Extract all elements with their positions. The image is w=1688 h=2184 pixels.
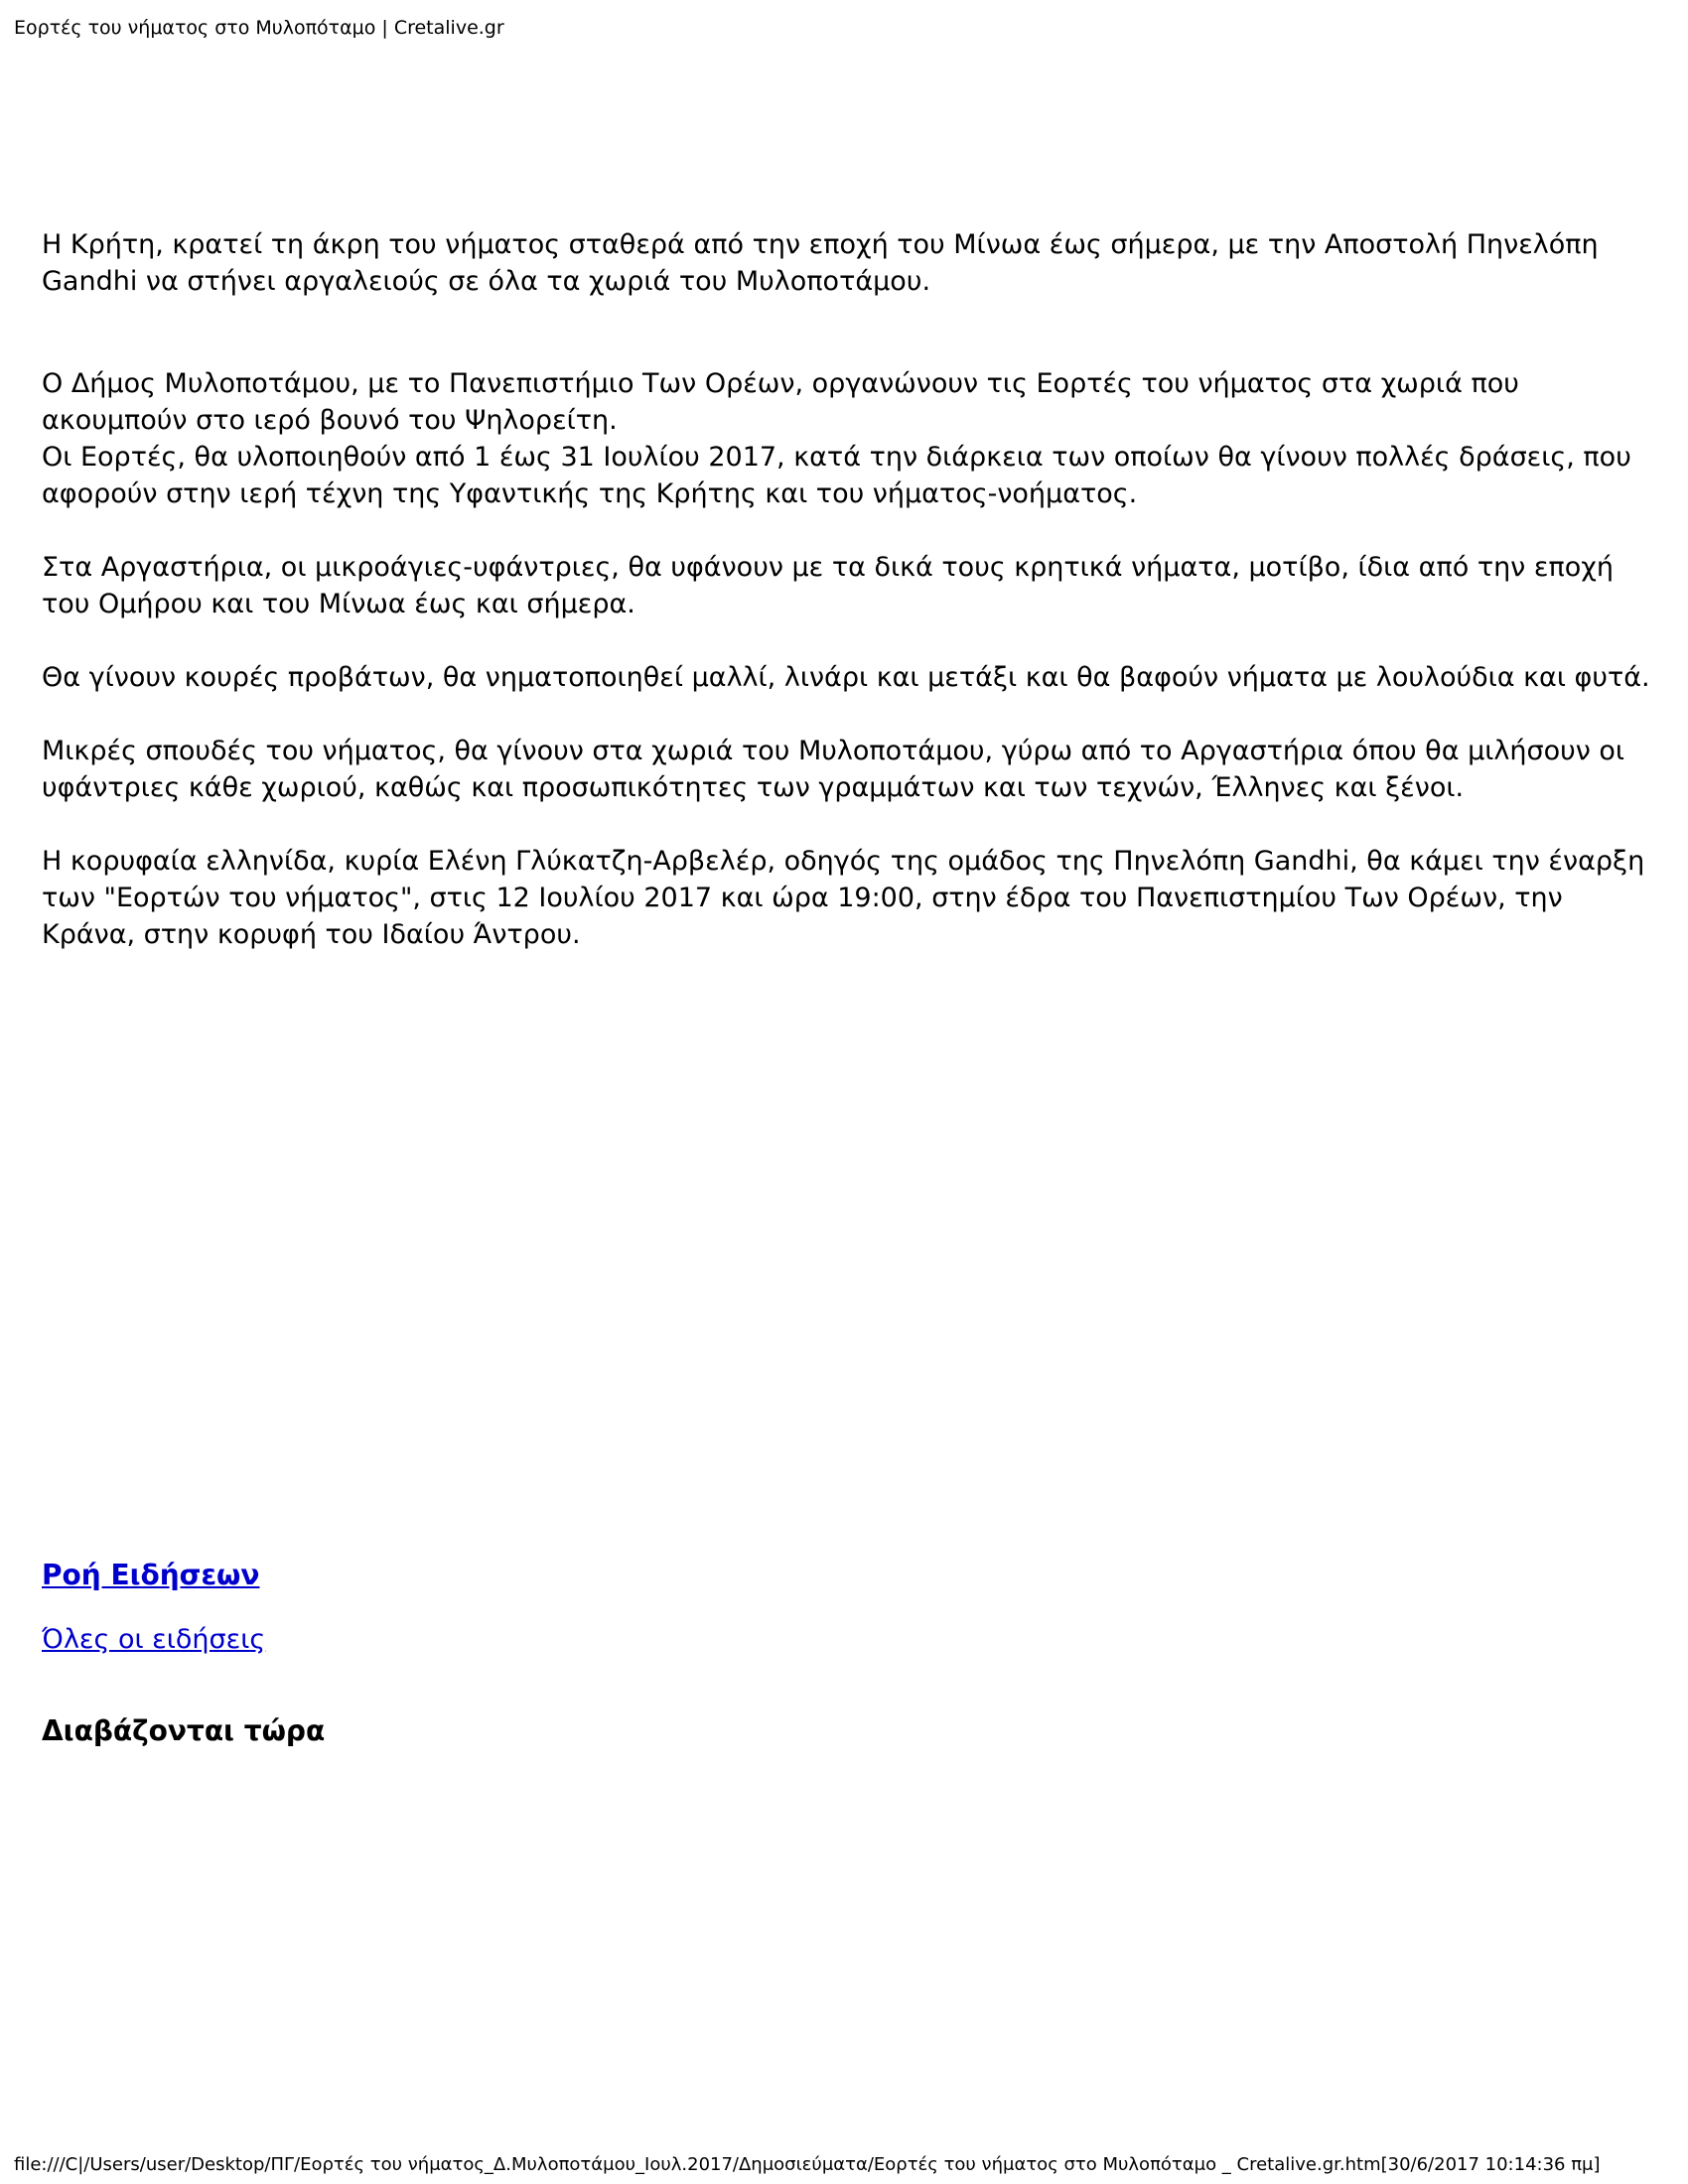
article-paragraph-7: Η κορυφαία ελληνίδα, κυρία Ελένη Γλύκατζη-Αρβελέρ, οδηγός της ομάδος της Πηνελόπη Gandhi, θα κάμει την έναρξη των "Εορτών του νήματος", στις 12 Ιουλίου 2017 και ώρα 19:00, στην έδρα του Πανεπιστημίου Των Ορέων, την Κράνα, στην κορυφή του Ιδαίου Άντρου. (42, 846, 1645, 950)
paragraph-gap (42, 512, 1660, 549)
page-title-header: Εορτές του νήματος στο Μυλοπόταμο | Cretalive.gr (14, 17, 504, 39)
paragraph-gap (42, 622, 1660, 659)
article-paragraph-6: Μικρές σπουδές του νήματος, θα γίνουν στα χωριά του Μυλοποτάμου, γύρω από το Αργαστήρια όπου θα μιλήσουν οι υφάντριες κάθε χωριού, καθώς και προσωπικότητες των γραμμάτων και των τεχνών, Έλληνες και ξένοι. (42, 736, 1625, 803)
article-paragraph-1: Η Κρήτη, κρατεί τη άκρη του νήματος σταθερά από την εποχή του Μίνωα έως σήμερα, με την Αποστολή Πηνελόπη Gandhi να στήνει αργαλειούς σε όλα τα χωριά του Μυλοποτάμου. (42, 229, 1599, 297)
reading-now-heading: Διαβάζονται τώρα (42, 1714, 326, 1747)
paragraph-gap (42, 300, 1660, 365)
article-paragraph-2: Ο Δήμος Μυλοποτάμου, με το Πανεπιστήμιο Των Ορέων, οργανώνουν τις Εορτές του νήματος στα χωριά που ακουμπούν στο ιερό βουνό του Ψηλορείτη. (42, 368, 1519, 436)
paragraph-gap (42, 696, 1660, 733)
paragraph-gap (42, 806, 1660, 843)
news-feed-link[interactable]: Ροή Ειδήσεων (42, 1559, 260, 1591)
page-footer-path: file:///C|/Users/user/Desktop/ΠΓ/Εορτές του νήματος_Δ.Μυλοποτάμου_Ιουλ.2017/Δημοσιεύματα/Εορτές του νήματος στο Μυλοπόταμο _ Cretalive.gr.htm[30/6/2017 10:14:36 πμ] (14, 2154, 1601, 2175)
article-paragraph-4: Στα Αργαστήρια, οι μικροάγιες-υφάντριες, θα υφάνουν με τα δικά τους κρητικά νήματα, μοτίβο, ίδια από την εποχή του Ομήρου και του Μίνωα έως και σήμερα. (42, 552, 1614, 619)
article-paragraph-3: Οι Εορτές, θα υλοποιηθούν από 1 έως 31 Ιουλίου 2017, κατά την διάρκεια των οποίων θα γίνουν πολλές δράσεις, που αφορούν στην ιερή τέχνη της Υφαντικής της Κρήτης και του νήματος-νοήματος. (42, 442, 1631, 509)
all-news-link[interactable]: Όλες οι ειδήσεις (42, 1624, 266, 1655)
article-paragraph-5: Θα γίνουν κουρές προβάτων, θα νηματοποιηθεί μαλλί, λινάρι και μετάξι και θα βαφούν νήματα με λουλούδια και φυτά. (42, 662, 1650, 693)
article-body (42, 226, 1660, 953)
